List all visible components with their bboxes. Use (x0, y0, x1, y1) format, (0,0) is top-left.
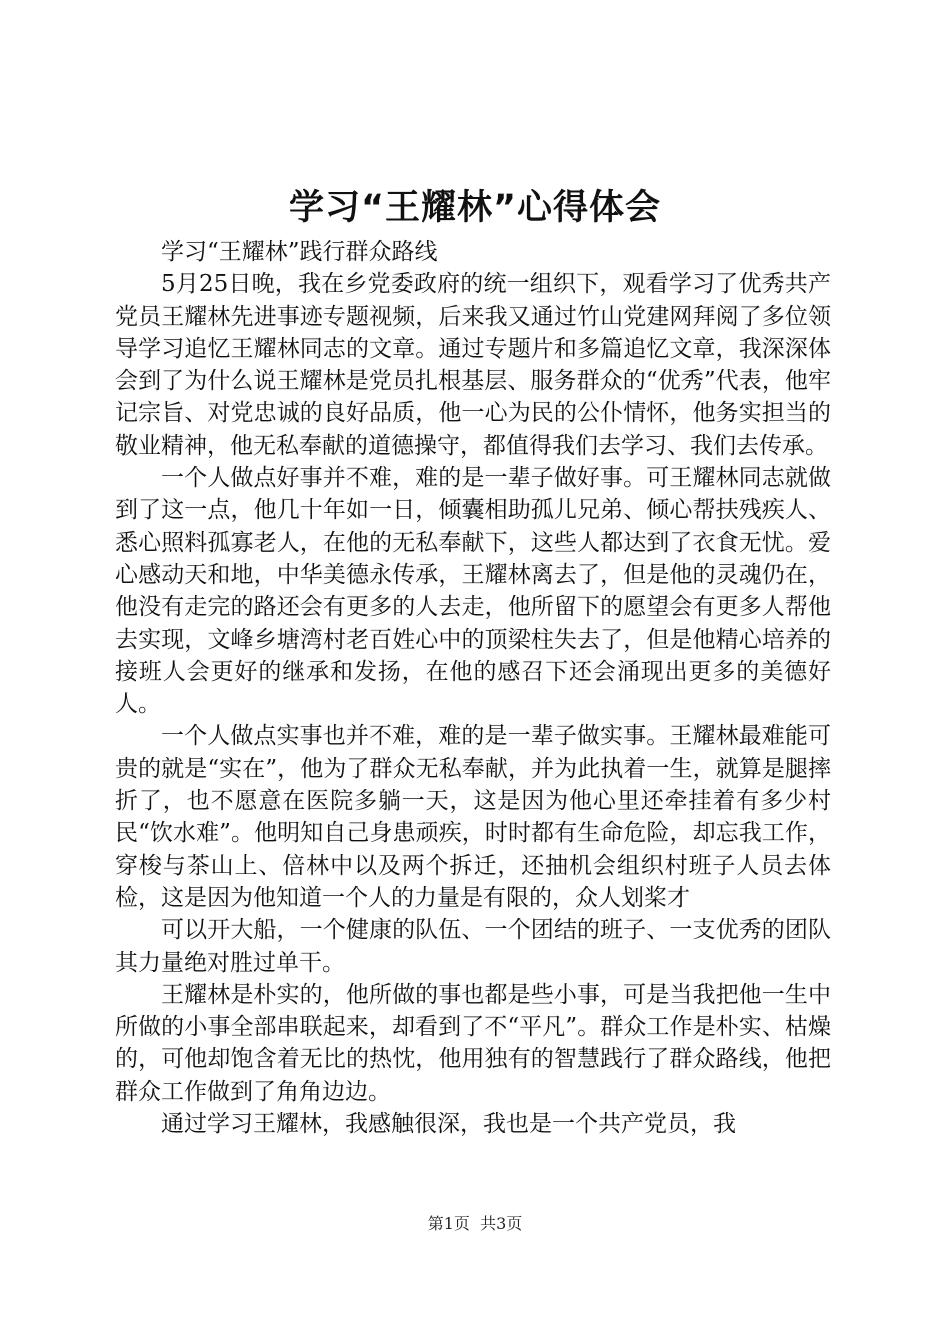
page-total: 共3页 (480, 1214, 523, 1233)
paragraph: 王耀林是朴实的，他所做的事也都是些小事，可是当我把他一生中所做的小事全部串联起来，却看到了不“平凡”。群众工作是朴实、枯燥的，可他却饱含着无比的热忱，他用独有的智慧践行了群众路线，他把群众工作做到了角角边边。 (115, 981, 831, 1105)
page-number: 第1页 (427, 1214, 470, 1233)
paragraph: 一个人做点好事并不难，难的是一辈子做好事。可王耀林同志就做到了这一点，他几十年如一日，倾囊相助孤儿兄弟、倾心帮扶残疾人、悉心照料孤寡老人，在他的无私奉献下，这些人都达到了衣食无忧。爱心感动天和地，中华美德永传承，王耀林离去了，但是他的灵魂仍在，他没有走完的路还会有更多的人去走，他所留下的愿望会有更多人帮他去实现，文峰乡塘湾村老百姓心中的顶梁柱失去了，但是他精心培养的接班人会更好的继承和发扬，在他的感召下还会涌现出更多的美德好人。 (115, 465, 831, 718)
paragraph: 可以开大船，一个健康的队伍、一个团结的班子、一支优秀的团队其力量绝对胜过单干。 (115, 917, 831, 976)
document-title: 学习“王耀林”心得体会 (288, 188, 661, 228)
footer-separator (470, 1214, 480, 1233)
paragraph: 5月25日晚，我在乡党委政府的统一组织下，观看学习了优秀共产党员王耀林先进事迹专题视频，后来我又通过竹山党建网拜阅了多位领导学习追忆王耀林同志的文章。通过专题片和多篇追忆文章，我深深体会到了为什么说王耀林是党员扎根基层、服务群众的“优秀”代表，他牢记宗旨、对党忠诚的良好品质，他一心为民的公仆情怀，他务实担当的敬业精神，他无私奉献的道德操守，都值得我们去学习、我们去传承。 (115, 271, 831, 459)
paragraph: 一个人做点实事也并不难，难的是一辈子做实事。王耀林最难能可贵的就是“实在”，他为了群众无私奉献，并为此执着一生，就算是腿摔折了，也不愿意在医院多躺一天，这是因为他心里还牵挂着有多少村民“饮水难”。他明知自己身患顽疾，时时都有生命危险，却忘我工作，穿梭与茶山上、倍林中以及两个拆迁，还抽机会组织村班子人员去体检，这是因为他知道一个人的力量是有限的，众人划桨才 (115, 723, 831, 911)
paragraph: 通过学习王耀林，我感触很深，我也是一个共产党员，我 (161, 1111, 736, 1138)
document-body (115, 236, 831, 1140)
paragraph-subtitle: 学习“王耀林”践行群众路线 (161, 239, 438, 265)
page-footer (0, 1213, 950, 1235)
